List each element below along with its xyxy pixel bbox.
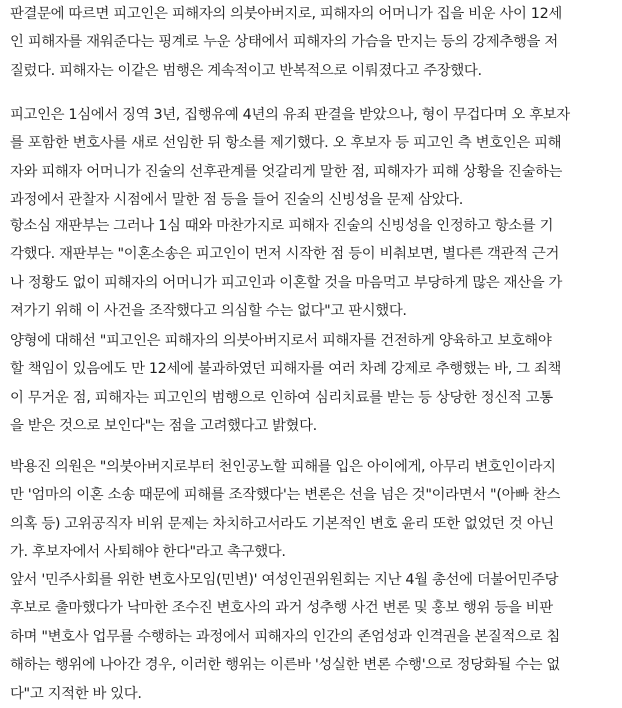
text-line: 해하는 행위에 나아간 경우, 이러한 행위는 이른바 '성실한 변론 수행'으로 정당화될 수는 없 bbox=[10, 657, 560, 674]
text-line: 를 포함한 변호사를 새로 선임한 뒤 항소를 제기했다. 오 후보자 등 피고인 측 변호인은 피해 bbox=[10, 135, 562, 152]
text-line: 나 정황도 없이 피해자의 어머니가 피고인과 이혼할 것을 마음먹고 부당하게 많은 재산을 가 bbox=[10, 274, 563, 291]
text-line: 후보로 출마했다가 낙마한 조수진 변호사의 과거 성추행 사건 변론 및 홍보 행위 등을 비판 bbox=[10, 600, 553, 617]
text-line: 피고인은 1심에서 징역 3년, 집행유예 4년의 유죄 판결을 받았으나, 형이 무겁다며 오 후보자 bbox=[10, 107, 570, 123]
text-line: 자와 피해자 어머니가 진술의 선후관계를 엇갈리게 말한 점, 피해자가 피해 상황을 진술하는 bbox=[10, 163, 563, 180]
article-paragraph-5 bbox=[10, 453, 612, 567]
text-line: 져가기 위해 이 사건을 조작했다고 의심할 수는 없다"고 판시했다. bbox=[10, 303, 407, 320]
text-line: 앞서 '민주사회를 위한 변호사모임(민변)' 여성인권위원회는 지난 4월 총선에 더불어민주당 bbox=[10, 572, 559, 588]
text-line: 가. 후보자에서 사퇴해야 한다"라고 촉구했다. bbox=[10, 544, 286, 561]
article-paragraph-1 bbox=[10, 0, 612, 85]
text-line: 의혹 등) 고위공직자 비위 문제는 차치하고서라도 기본적인 변호 윤리 또한 없었던 것 아닌 bbox=[10, 515, 554, 532]
text-line: 판결문에 따르면 피고인은 피해자의 의붓아버지로, 피해자의 어머니가 집을 비운 사이 12세 bbox=[10, 6, 562, 22]
article-paragraph-2 bbox=[10, 101, 612, 215]
text-line: 하며 "변호사 업무를 수행하는 과정에서 피해자의 인간의 존엄성과 인격권을 본질적으로 침 bbox=[10, 628, 560, 645]
article-paragraph-4 bbox=[10, 327, 612, 441]
article-paragraph-6 bbox=[10, 566, 612, 708]
text-line: 과정에서 관찰자 시점에서 말한 점 등을 들어 진술의 신빙성을 문제 삼았다. bbox=[10, 192, 464, 209]
text-line: 항소심 재판부는 그러나 1심 때와 마찬가지로 피해자 진술의 신빙성을 인정하고 항소를 기 bbox=[10, 218, 554, 234]
text-line: 양형에 대해선 "피고인은 피해자의 의붓아버지로서 피해자를 건전하게 양육하고 보호해야 bbox=[10, 333, 552, 349]
text-line: 할 책임이 있음에도 만 12세에 불과하였던 피해자를 여러 차례 강제로 추행했는 바, 그 죄책 bbox=[10, 361, 562, 378]
text-line: 을 받은 것으로 보인다"는 점을 고려했다고 밝혔다. bbox=[10, 418, 317, 435]
text-line: 각했다. 재판부는 "이혼소송은 피고인이 먼저 시작한 점 등이 비춰보면, 별다른 객관적 근거 bbox=[10, 246, 560, 263]
article-paragraph-3 bbox=[10, 212, 612, 326]
text-line: 인 피해자를 재워준다는 핑계로 누운 상태에서 피해자의 가슴을 만지는 등의 강제추행을 저 bbox=[10, 34, 558, 51]
text-line: 이 무거운 점, 피해자는 피고인의 범행으로 인하여 심리치료를 받는 등 상당한 정신적 고통 bbox=[10, 389, 553, 406]
text-line: 박용진 의원은 "의붓아버지로부터 천인공노할 피해를 입은 아이에게, 아무리 변호인이라지 bbox=[10, 459, 556, 475]
text-line: 질렀다. 피해자는 이같은 범행은 계속적이고 반복적으로 이뤄졌다고 주장했다. bbox=[10, 62, 482, 79]
text-line: 다"고 지적한 바 있다. bbox=[10, 685, 142, 702]
text-line: 만 '엄마의 이혼 소송 때문에 피해를 조작했다'는 변론은 선을 넘은 것"이라면서 "(아빠 찬스 bbox=[10, 487, 561, 504]
